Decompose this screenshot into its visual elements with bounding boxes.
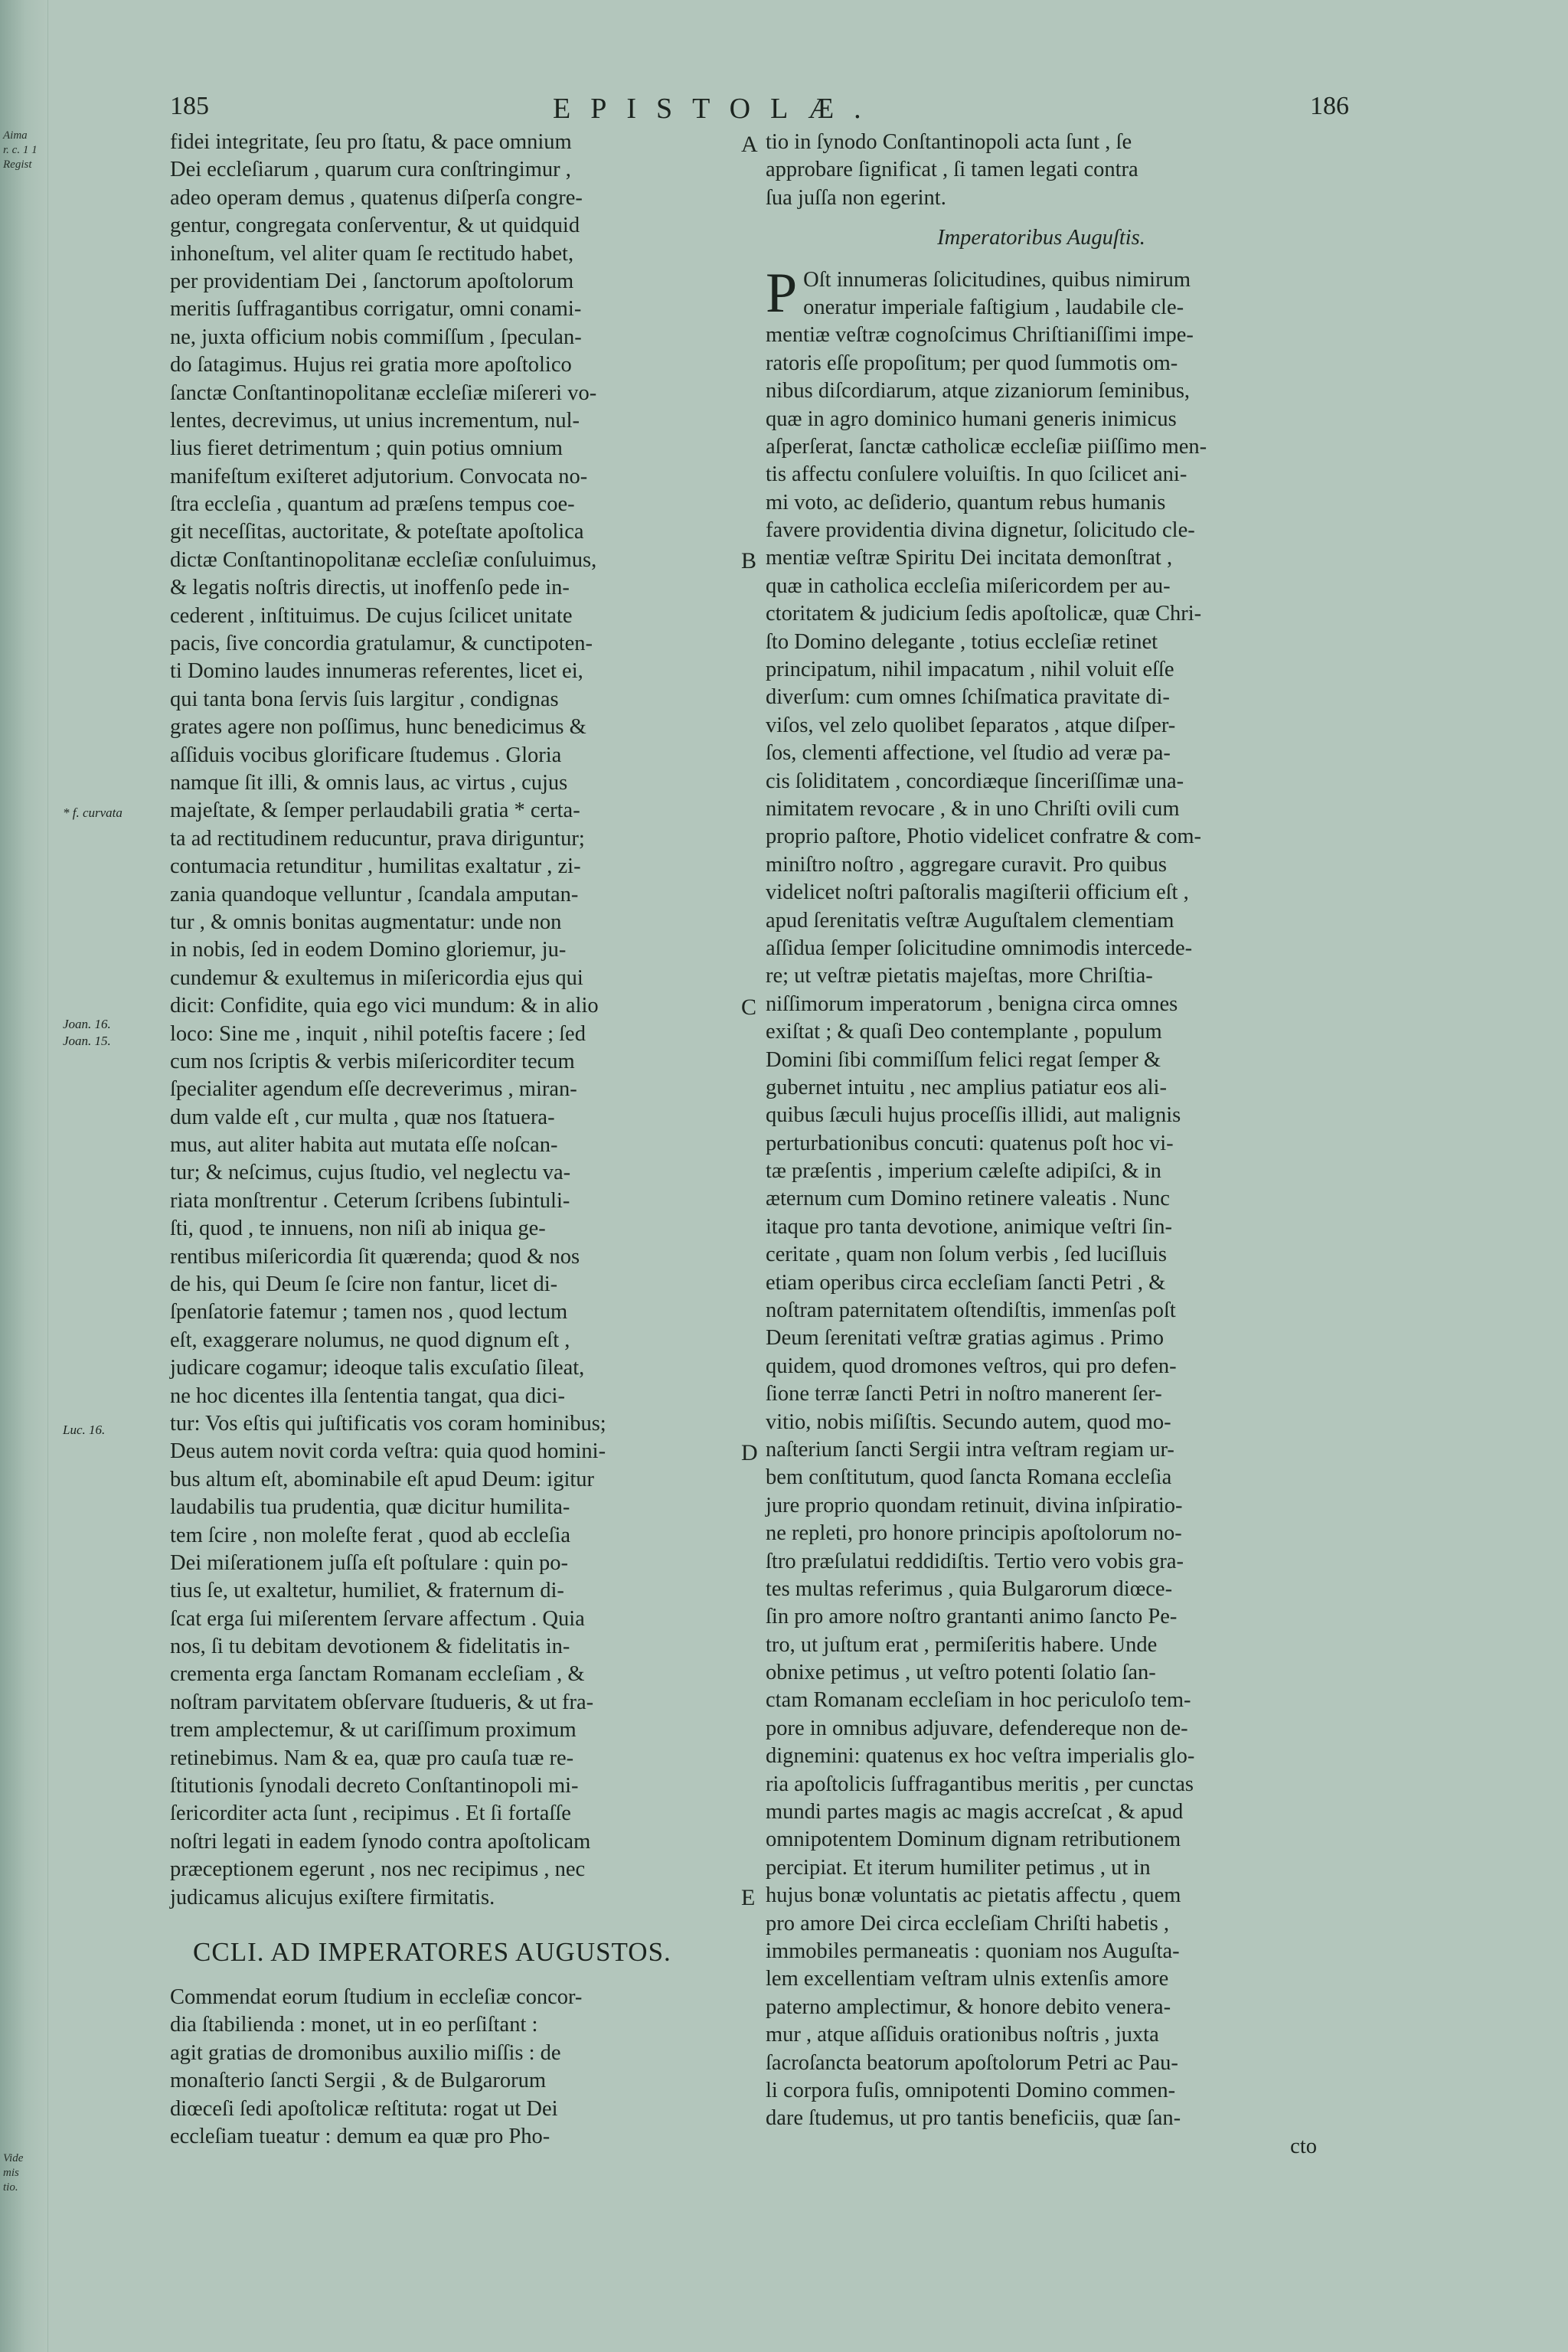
text-line: pro amore Dei circa eccleſiam Chriſti habetis , [766, 1911, 1170, 1936]
text-line: gubernet intuitu , nec amplius patiatur eos ali- [766, 1075, 1167, 1099]
text-line: & legatis noſtris directis, ut inoffenſo pede in- [170, 576, 570, 600]
text-line: retinebimus. Nam & ea, quæ pro cauſa tuæ re- [170, 1746, 574, 1770]
summary-line: diœceſi ſedi apoſtolicæ reſtituta: rogat ut Dei [170, 2096, 558, 2121]
binding-note-line: Regist [3, 158, 32, 171]
text-line: principatum, nihil impacatum , nihil voluit eſſe [766, 658, 1174, 682]
binding-note-line: tio. [3, 2181, 18, 2194]
text-line: obnixe petimus , ut veſtro potenti ſolatio ſan- [766, 1661, 1156, 1685]
text-line: videlicet noſtri paſtoralis magiſterii officium eſt , [766, 880, 1189, 905]
text-line: in nobis, ſed in eodem Domino gloriemur, ju- [170, 938, 567, 962]
text-line: judicamus alicujus exiſtere firmitatis. [170, 1885, 495, 1909]
binding-note-top [3, 129, 38, 172]
text-line: dicit: Confidite, quia ego vici mundum: & in alio [170, 994, 599, 1018]
text-line: tro, ut juſtum erat , permiſeritis habere. Unde [766, 1632, 1158, 1657]
text-line: ſto Domino delegante , totius eccleſiæ retinet [766, 629, 1158, 654]
text-line: quæ in catholica eccleſia miſericordem per au- [766, 573, 1171, 598]
section-marker: C [741, 995, 757, 1020]
text-line: viſos, vel zelo quolibet ſeparatos , atque diſper- [766, 713, 1176, 737]
text-line: proprio paſtore, Photio videlicet confratre & com- [766, 825, 1202, 849]
text-line: apud ſerenitatis veſtræ Auguſtalem clementiam [766, 908, 1174, 933]
text-line: noſtram paternitatem oſtendiſtis, immenſas poſt [766, 1298, 1176, 1323]
text-line: Deum ſerenitati veſtræ gratias agimus . Primo [766, 1326, 1165, 1351]
margin-note: Luc. 16. [63, 1423, 106, 1437]
page-header [170, 92, 1349, 130]
text-line: cis ſoliditatem , concordiæque ſinceriſſimæ una- [766, 769, 1184, 793]
text-line: ctam Romanam eccleſiam in hoc periculoſo tem- [766, 1688, 1191, 1713]
text-line: quidem, quod dromones veſtros, qui pro defen- [766, 1354, 1177, 1378]
text-line: li corpora fuſis, omnipotenti Domino commen- [766, 2078, 1176, 2102]
text-line: adeo operam demus , quatenus diſperſa congre- [170, 185, 583, 210]
text-line: Oſt innumeras ſolicitudines, quibus nimirum [803, 267, 1191, 292]
text-line: tur; & neſcimus, cujus ſtudio, vel neglectu va- [170, 1161, 571, 1185]
text-line: aſperſerat, ſanctæ catholicæ eccleſiæ piiſſimo men- [766, 434, 1207, 459]
text-line: pacis, ſive concordia gratulamur, & cunctipoten- [170, 632, 593, 656]
text-line: contumacia retunditur , humilitas exaltatur , zi- [170, 854, 581, 879]
text-line: rentibus miſericordia ſit quærenda; quod & nos [170, 1244, 580, 1269]
text-line: naſterium ſancti Sergii intra veſtram regiam ur- [766, 1437, 1174, 1462]
binding-note-line: r. c. 1 1 [3, 144, 38, 156]
binding-note-line: mis [3, 2167, 19, 2179]
text-line: præceptionem egerunt , nos nec recipimus , nec [170, 1857, 586, 1882]
text-line: ſpenſatorie fatemur ; tamen nos , quod lectum [170, 1300, 568, 1325]
text-line: bem conſtitutum, quod ſancta Romana eccleſia [766, 1465, 1172, 1490]
text-line: loco: Sine me , inquit , nihil poteſtis facere ; ſed [170, 1021, 586, 1046]
text-line: tius ſe, ut exaltetur, humiliet, & fraternum di- [170, 1579, 564, 1603]
text-line: ſacroſancta beatorum apoſtolorum Petri ac Pau- [766, 2050, 1178, 2075]
text-line: cundemur & exultemus in miſericordia ejus qui [170, 965, 583, 990]
text-line: de his, qui Deum ſe ſcire non fantur, licet di- [170, 1272, 558, 1297]
text-line: dictæ Conſtantinopolitanæ eccleſiæ conſuluimus, [170, 547, 597, 572]
text-line: manifeſtum exiſteret adjutorium. Convocata no- [170, 464, 588, 488]
right-column [766, 129, 1317, 2161]
running-title: EPISTOLÆ. [553, 93, 881, 125]
text-line: fidei integritate, ſeu pro ſtatu, & pace omnium [170, 130, 572, 154]
text-line: dignemini: quatenus ex hoc veſtra imperialis glo- [766, 1744, 1195, 1769]
text-line: tem ſcire , non moleſte ferat , quod ab eccleſia [170, 1523, 571, 1547]
text-line: ceritate , quam non ſolum verbis , ſed luciſluis [766, 1243, 1167, 1267]
summary-line: Commendat eorum ſtudium in eccleſiæ concor- [170, 1985, 583, 2009]
text-line: etiam operibus circa eccleſiam ſancti Petri , & [766, 1270, 1166, 1295]
text-line: niſſimorum imperatorum , benigna circa omnes [766, 991, 1178, 1016]
section-marker: E [741, 1885, 756, 1910]
text-line: inhoneſtum, vel aliter quam ſe rectitudo habet, [170, 241, 574, 266]
text-line: nibus diſcordiarum, atque zizaniorum ſeminibus, [766, 379, 1191, 403]
text-line: Dei eccleſiarum , quarum cura conſtringimur , [170, 158, 571, 182]
text-line: Domini ſibi commiſſum felici regat ſemper & [766, 1047, 1161, 1072]
text-line: git neceſſitas, auctoritate, & poteſtate apoſtolica [170, 520, 584, 544]
summary-line: dia ſtabilienda : monet, ut in eo perſiſtant : [170, 2013, 538, 2037]
text-line: hujus bonæ voluntatis ac pietatis affectu , quem [766, 1883, 1181, 1908]
text-line: tæ præſentis , imperium cæleſte adipiſci, & in [766, 1159, 1161, 1184]
summary-line: eccleſiam tueatur : demum ea quæ pro Pho- [170, 2124, 550, 2148]
text-line: cederent , inſtituimus. De cujus ſcilicet unitate [170, 603, 573, 628]
text-line: ſtro præſulatui reddidiſtis. Tertio vero vobis gra- [766, 1549, 1184, 1573]
text-line: ne, juxta officium nobis commiſſum , ſpeculan- [170, 325, 582, 349]
text-line: ſua juſſa non egerint. [766, 185, 946, 210]
text-line: approbare ſignificat , ſi tamen legati contra [766, 158, 1138, 182]
text-line: tur , & omnis bonitas augmentatur: unde non [170, 910, 562, 934]
book-binding-edge [0, 0, 48, 2352]
text-line: trem amplectemur, & ut cariſſimum proximum [170, 1718, 577, 1743]
text-line: ſtra eccleſia , quantum ad præſens tempus coe- [170, 492, 575, 517]
text-line: noſtri legati in eadem ſynodo contra apoſtolicam [170, 1829, 591, 1854]
text-line: ſcat erga ſui miſerentem ſervare affectum . Quia [170, 1606, 585, 1631]
text-line: ſti, quod , te innuens, non niſi ab iniqua ge- [170, 1217, 546, 1241]
text-line: ſericorditer acta ſunt , recipimus . Et ſi fortaſſe [170, 1802, 571, 1826]
page-number-right: 186 [1310, 92, 1349, 120]
summary-line: agit gratias de dromonibus auxilio miſſis : de [170, 2040, 561, 2065]
text-line: ti Domino laudes innumeras referentes, licet ei, [170, 659, 583, 684]
text-line: paterno amplectimur, & honore debito venera- [766, 1994, 1171, 2019]
binding-note-bottom [3, 2151, 23, 2195]
text-line: omnipotentem Dominum dignam retributionem [766, 1828, 1181, 1852]
opening-paragraph [766, 261, 1317, 325]
text-line: pore in omnibus adjuvare, defendereque non de- [766, 1716, 1188, 1740]
section-marker: B [741, 548, 757, 573]
text-line: crementa erga ſanctam Romanam eccleſiam , & [170, 1662, 585, 1687]
text-line: ne hoc dicentes illa ſententia tangat, qua dici- [170, 1383, 565, 1408]
text-line: cum nos ſcriptis & verbis miſericorditer tecum [170, 1049, 575, 1073]
left-column [170, 129, 752, 2151]
text-line: Deus autem novit corda veſtra: quia quod homini- [170, 1439, 606, 1464]
text-line: laudabilis tua prudentia, quæ dicitur humilita- [170, 1495, 570, 1520]
text-line: ctoritatem & judicium ſedis apoſtolicæ, quæ Chri- [766, 602, 1202, 626]
catchword: cto [1290, 2134, 1317, 2158]
section-marker: D [741, 1440, 758, 1465]
text-line: nos, ſi tu debitam devotionem & fidelitatis in- [170, 1635, 570, 1659]
text-line: mentiæ veſtræ cognoſcimus Chriſtianiſſimi impe- [766, 323, 1194, 348]
text-line: nimitatem revocare , & in uno Chriſti ovili cum [766, 796, 1180, 821]
text-line: tur: Vos eſtis qui juſtificatis vos coram hominibus; [170, 1411, 606, 1436]
summary-line: monaſterio ſancti Sergii , & de Bulgarorum [170, 2069, 546, 2093]
text-line: re; ut veſtræ pietatis majeſtas, more Chriſtia- [766, 964, 1153, 988]
text-line: diverſum: cum omnes ſchiſmatica pravitate di- [766, 685, 1170, 710]
text-line: jure proprio quondam retinuit, divina inſpiratio- [766, 1493, 1183, 1517]
text-line: tes multas referimus , quia Bulgarorum diœce- [766, 1576, 1173, 1601]
text-line: dare ſtudemus, ut pro tantis beneficiis, quæ ſan- [766, 2106, 1181, 2131]
text-line: lentes, decrevimus, ut unius incrementum, nul- [170, 408, 580, 433]
margin-note: * f. curvata [63, 805, 122, 820]
text-line: favere providentia divina dignetur, ſolicitudo cle- [766, 518, 1195, 543]
text-line: ta ad rectitudinem reducuntur, prava diriguntur; [170, 826, 585, 851]
text-line: mi voto, ac deſiderio, quantum rebus humanis [766, 490, 1166, 514]
text-line: qui tanta bona ſervis ſuis largitur , condignas [170, 687, 559, 711]
text-line: ſpecialiter agendum eſſe decreverimus , miran- [170, 1077, 577, 1102]
text-line: riata monſtrentur . Ceterum ſcribens ſubintuli- [170, 1188, 570, 1213]
text-line: meritis ſuffragantibus corrigatur, omni conami- [170, 297, 582, 322]
text-line: ſin pro amore noſtro grantanti animo ſancto Pe- [766, 1605, 1178, 1629]
text-line: zania quandoque velluntur , ſcandala amputan- [170, 882, 579, 906]
text-line: itaque pro tanta devotione, animique veſtri ſin- [766, 1214, 1173, 1239]
text-line: quibus ſæculi hujus proceſſis illidi, aut malignis [766, 1103, 1181, 1128]
section-marker: A [741, 132, 758, 157]
letter-heading: CCLI. AD IMPERATORES AUGUSTOS. [193, 1937, 671, 1967]
text-line: grates agere non poſſimus, hunc benedicimus & [170, 715, 586, 740]
text-line: ria apoſtolicis ſuffragantibus meritis , per cunctas [766, 1772, 1194, 1796]
text-line: namque ſit illi, & omnis laus, ac virtus , cujus [170, 770, 568, 795]
text-line: lius fieret detrimentum ; quin potius omnium [170, 436, 563, 461]
text-line: quæ in agro dominico humani generis inimicus [766, 407, 1177, 431]
text-line: vitio, nobis miſiſtis. Secundo autem, quod mo- [766, 1410, 1171, 1434]
text-line: exiſtat ; & quaſi Deo contemplante , populum [766, 1020, 1162, 1044]
text-line: eſt, exaggerare nolumus, ne quod dignum eſt , [170, 1328, 570, 1352]
text-line: percipiat. Et iterum humiliter petimus , ut in [766, 1855, 1151, 1880]
text-line: majeſtate, & ſemper perlaudabili gratia * certa- [170, 799, 580, 823]
text-line: aſſidua ſemper ſolicitudine omnimodis intercede- [766, 936, 1193, 960]
text-line: mus, aut aliter habita aut mutata eſſe noſcan- [170, 1133, 558, 1158]
text-line: perturbationibus concuti: quatenus poſt hoc vi- [766, 1131, 1174, 1155]
text-line: ſanctæ Conſtantinopolitanæ eccleſiæ miſereri vo- [170, 381, 597, 405]
text-line: tio in ſynodo Conſtantinopoli acta ſunt , ſe [766, 130, 1132, 154]
text-line: miniſtro noſtro , aggregare curavit. Pro quibus [766, 852, 1167, 877]
drop-cap: P [766, 261, 798, 325]
text-line: mundi partes magis ac magis accreſcat , & apud [766, 1800, 1184, 1824]
text-line: judicare cogamur; ideoque talis excuſatio ſileat, [170, 1356, 585, 1380]
margin-note: Joan. 15. [63, 1034, 111, 1048]
text-line: gentur, congregata conſerventur, & ut quidquid [170, 214, 580, 238]
page-number-left: 185 [170, 92, 209, 120]
text-line: ne repleti, pro honore principis apoſtolorum no- [766, 1521, 1182, 1546]
margin-note: Joan. 16. [63, 1017, 111, 1031]
text-line: immobiles permaneatis : quoniam nos Auguſta- [766, 1939, 1180, 1963]
binding-note-line: Vide [3, 2152, 24, 2164]
text-line: tis affectu conſulere voluiſtis. In quo ſcilicet ani- [766, 462, 1187, 487]
text-line: ſtitutionis ſynodali decreto Conſtantinopoli mi- [170, 1774, 579, 1798]
letter-address: Imperatoribus Auguſtis. [937, 226, 1145, 250]
text-line: noſtram parvitatem obſervare ſtudueris, & ut fra- [170, 1690, 594, 1714]
text-line: aſſiduis vocibus glorificare ſtudemus . Gloria [170, 743, 562, 767]
text-line: ſione terræ ſancti Petri in noſtro manerent ſer- [766, 1382, 1162, 1406]
text-line: mentiæ veſtræ Spiritu Dei incitata demonſtrat , [766, 546, 1173, 570]
text-line: mur , atque aſſiduis orationibus noſtris , juxta [766, 2023, 1159, 2047]
text-line: do ſatagimus. Hujus rei gratia more apoſtolico [170, 353, 572, 377]
text-line: lem excellentiam veſtram ulnis extenſis amore [766, 1967, 1169, 1991]
binding-note-line: Aima [3, 129, 28, 142]
text-line: bus altum eſt, abominabile eſt apud Deum: igitur [170, 1467, 595, 1491]
text-line: ratoris eſſe propoſitum; per quod ſummotis om- [766, 351, 1178, 375]
text-line: ſos, clementi affectione, vel ſtudio ad veræ pa- [766, 741, 1171, 766]
text-line: æternum cum Domino retinere valeatis . Nunc [766, 1187, 1170, 1211]
text-line: Dei miſerationem juſſa eſt poſtulare : quin po- [170, 1550, 568, 1575]
text-line: oneratur imperiale faſtigium , laudabile cle- [803, 295, 1184, 319]
text-line: dum valde eſt , cur multa , quæ nos ſtatuera- [170, 1105, 555, 1129]
text-line: per providentiam Dei , ſanctorum apoſtolorum [170, 269, 574, 293]
